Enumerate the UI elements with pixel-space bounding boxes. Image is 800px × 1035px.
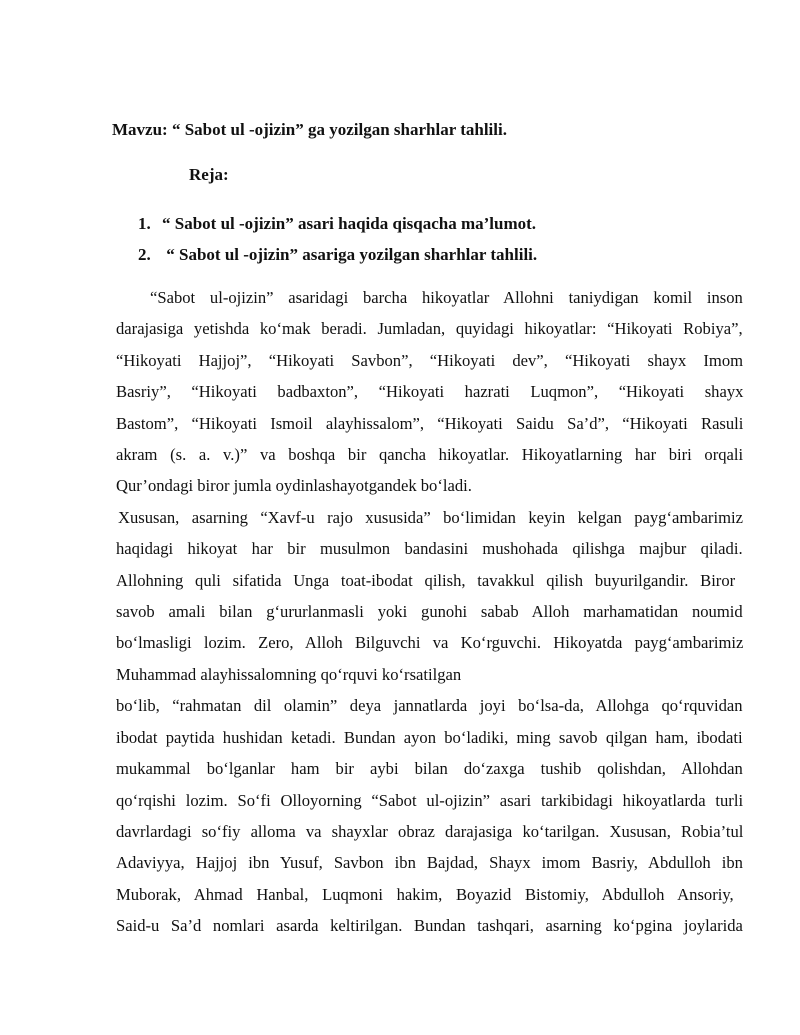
text-line: ibodat paytida hushidan ketadi. Bundan ayon bo‘ladiki, ming savob qilgan ham, ibodati: [116, 727, 743, 747]
plan-item-text: “ Sabot ul -ojizin” asariga yozilgan sharhlar tahlili.: [162, 245, 538, 264]
text-line: mukammal bo‘lganlar ham bir aybi bilan do‘zaxga tushib qolishdan, Allohdan: [116, 759, 743, 779]
plan-item-number: 1.: [138, 214, 151, 233]
document-title: Mavzu: “ Sabot ul -ojizin” ga yozilgan sharhlar tahlili.: [112, 120, 507, 139]
text-line: darajasiga yetishda ko‘mak beradi. Jumladan, quyidagi hikoyatlar: “Hikoyati Robiya”,: [116, 319, 743, 339]
body-text: [116, 282, 743, 942]
text-line: bo‘lmasligi lozim. Zero, Alloh Bilguvchi va Ko‘rguvchi. Hikoyatda payg‘ambarimiz: [116, 633, 744, 653]
text-line: davrlardagi so‘fiy alloma va shayxlar obraz darajasiga ko‘tarilgan. Xususan, Robia’tul: [116, 821, 744, 841]
text-line: savob amali bilan g‘ururlanmasli yoki gunohi sabab Alloh marhamatidan noumid: [116, 602, 743, 622]
text-line: Qur’ondagi biror jumla oydinlashayotgandek bo‘ladi.: [116, 476, 472, 496]
text-line: haqidagi hikoyat har bir musulmon bandasini mushohada qilishga majbur qiladi.: [116, 539, 743, 559]
text-line: Muhammad alayhissalomning qo‘rquvi ko‘rsatilgan: [116, 664, 462, 684]
text-line: Basriy”, “Hikoyati badbaxton”, “Hikoyati hazrati Luqmon”, “Hikoyati shayx: [116, 382, 744, 402]
text-line: Xususan, asarning “Xavf-u rajo xususida” bo‘limidan keyin kelgan payg‘ambarimiz: [118, 507, 743, 527]
plan-item-number: 2.: [138, 245, 151, 264]
text-line: “Hikoyati Hajjoj”, “Hikoyati Savbon”, “Hikoyati dev”, “Hikoyati shayx Imom: [116, 350, 744, 370]
text-line: qo‘rqishi lozim. So‘fi Olloyorning “Sabot ul-ojizin” asari tarkibidagi hikoyatlarda turli: [116, 790, 744, 810]
paragraph-3: [116, 690, 743, 941]
plan-label: Reja:: [189, 165, 229, 184]
text-line: “Sabot ul-ojizin” asaridagi barcha hikoyatlar Allohni taniydigan komil inson: [150, 288, 743, 307]
plan-list: [138, 208, 758, 270]
plan-item-text: “ Sabot ul -ojizin” asari haqida qisqacha ma’lumot.: [162, 214, 537, 233]
paragraph-1: [116, 282, 743, 502]
text-line: Said-u Sa’d nomlari asarda keltirilgan. Bundan tashqari, asarning ko‘pgina joylarida: [116, 916, 743, 936]
text-line: bo‘lib, “rahmatan dil olamin” deya jannatlarda joyi bo‘lsa-da, Allohga qo‘rquvidan: [116, 696, 743, 716]
paragraph-2: [116, 502, 743, 690]
text-line: Adaviyya, Hajjoj ibn Yusuf, Savbon ibn Bajdad, Shayx imom Basriy, Abdulloh ibn: [116, 853, 743, 873]
plan-item: [138, 208, 758, 239]
text-line: Bastom”, “Hikoyati Ismoil alayhissalom”, “Hikoyati Saidu Sa’d”, “Hikoyati Rasuli: [116, 413, 744, 433]
plan-item: [138, 239, 758, 270]
text-line: Allohning quli sifatida Unga toat-ibodat qilish, tavakkul qilish buyurilgandir. Biror: [116, 570, 736, 590]
text-line: akram (s. a. v.)” va boshqa bir qancha hikoyatlar. Hikoyatlarning har biri orqali: [116, 445, 744, 465]
text-line: Muborak, Ahmad Hanbal, Luqmoni hakim, Boyazid Bistomiy, Abdulloh Ansoriy,: [116, 884, 734, 904]
